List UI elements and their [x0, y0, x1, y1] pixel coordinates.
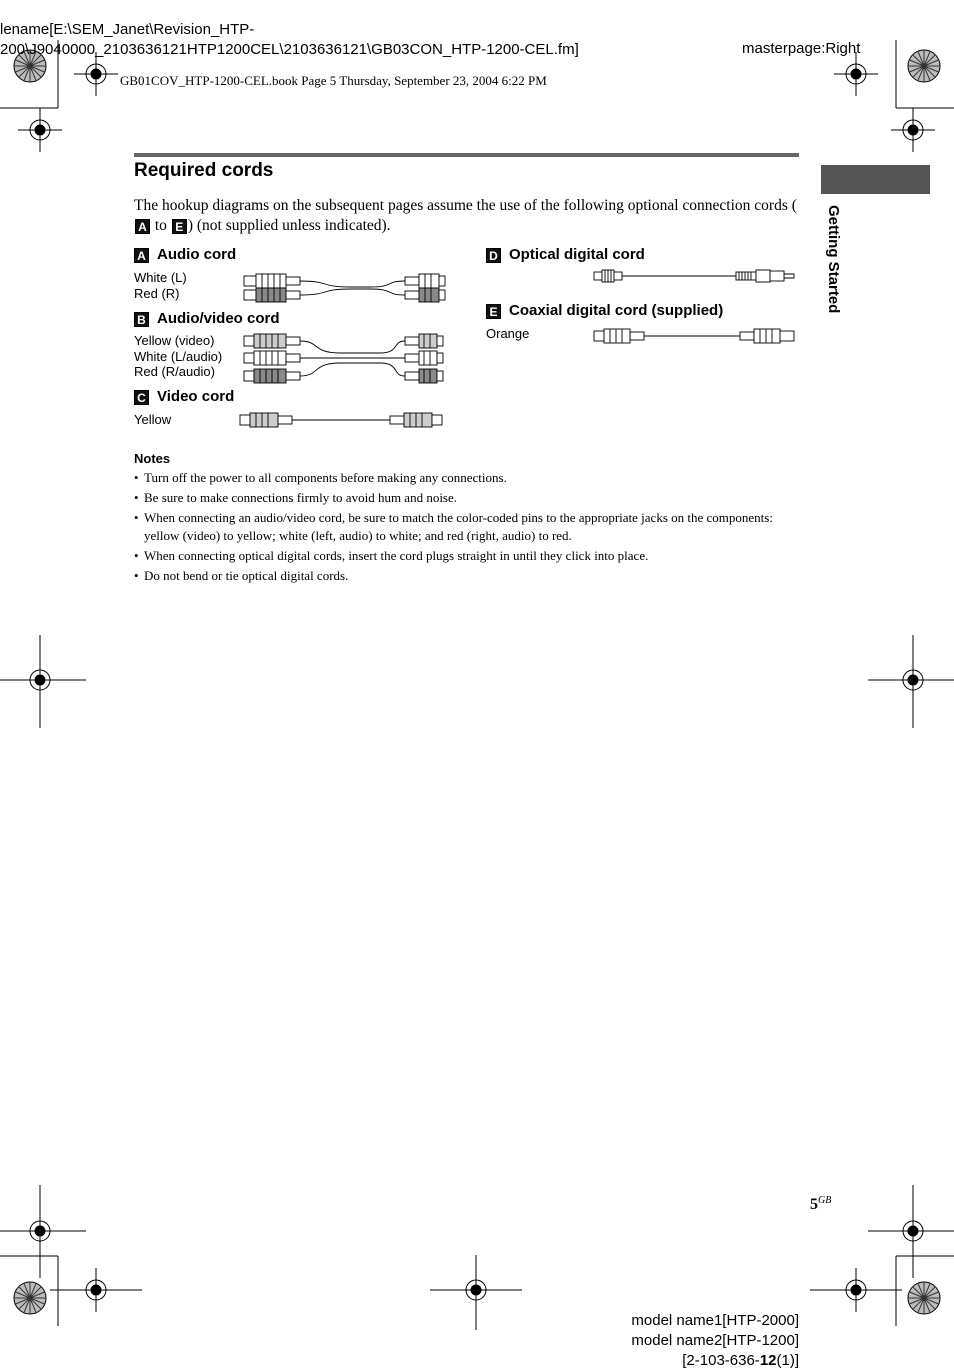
cord-a-labels: White (L) Red (R): [134, 270, 187, 301]
intro-paragraph: The hookup diagrams on the subsequent pages assume the use of the following optional connection cords (A to E ) (not supplied unless indicated).: [134, 197, 797, 234]
badge-a-inline: A: [135, 219, 150, 234]
note-item: • Be sure to make connections firmly to avoid hum and noise.: [134, 489, 799, 507]
optical-cord-illustration: [594, 270, 794, 282]
masterpage-label: masterpage:Right: [742, 40, 861, 57]
part-code: [2-103-636-12(1)]: [682, 1352, 799, 1369]
filename-line-1: lename[E:\SEM_Janet\Revision_HTP-: [0, 21, 255, 38]
coaxial-cord-illustration: [594, 329, 794, 343]
cord-a-heading: A Audio cord: [134, 246, 236, 263]
book-info-line: GB01COV_HTP-1200-CEL.book Page 5 Thursday, September 23, 2004 6:22 PM: [120, 73, 547, 88]
badge-e: E: [486, 304, 501, 319]
video-cord-illustration: [240, 413, 442, 427]
cord-e-heading: E Coaxial digital cord (supplied): [486, 302, 723, 319]
badge-a: A: [134, 248, 149, 263]
badge-d: D: [486, 248, 501, 263]
audio-video-cord-illustration: [244, 334, 443, 383]
notes-list: [134, 469, 799, 587]
badge-b: B: [134, 312, 149, 327]
note-item: • When connecting an audio/video cord, be sure to match the color-coded pins to the appropriate jacks on the components: yellow (video) to yellow; white (left, audio) to white; and red (right, audio) to red.: [134, 509, 799, 545]
cord-illustrations: [0, 0, 954, 460]
audio-cord-illustration: [244, 274, 445, 302]
note-item: • When connecting optical digital cords, insert the cord plugs straight in until they click into place.: [134, 547, 799, 565]
cord-e-label: Orange: [486, 326, 530, 341]
badge-c: C: [134, 390, 149, 405]
cord-b-heading: B Audio/video cord: [134, 310, 280, 327]
model-name-1: model name1[HTP-2000]: [631, 1312, 799, 1329]
model-info: [560, 1311, 799, 1371]
cord-c-heading: C Video cord: [134, 388, 234, 405]
note-item: • Do not bend or tie optical digital cords.: [134, 567, 799, 585]
cord-c-label: Yellow: [134, 412, 172, 427]
note-item: • Turn off the power to all components before making any connections.: [134, 469, 799, 487]
cord-b-labels: Yellow (video) White (L/audio) Red (R/audio): [134, 333, 223, 379]
cord-d-heading: D Optical digital cord: [486, 246, 645, 263]
model-name-2: model name2[HTP-1200]: [631, 1332, 799, 1349]
side-tab-label: Getting Started: [825, 205, 842, 314]
badge-e-inline: E: [172, 219, 187, 234]
page-title: Required cords: [134, 160, 274, 181]
page-number: $5^{GB}$: [810, 1195, 832, 1213]
notes-heading: Notes: [134, 451, 171, 466]
filename-line-2: 200\J9040000_2103636121HTP1200CEL\2103636121\GB03CON_HTP-1200-CEL.fm]: [0, 41, 579, 58]
